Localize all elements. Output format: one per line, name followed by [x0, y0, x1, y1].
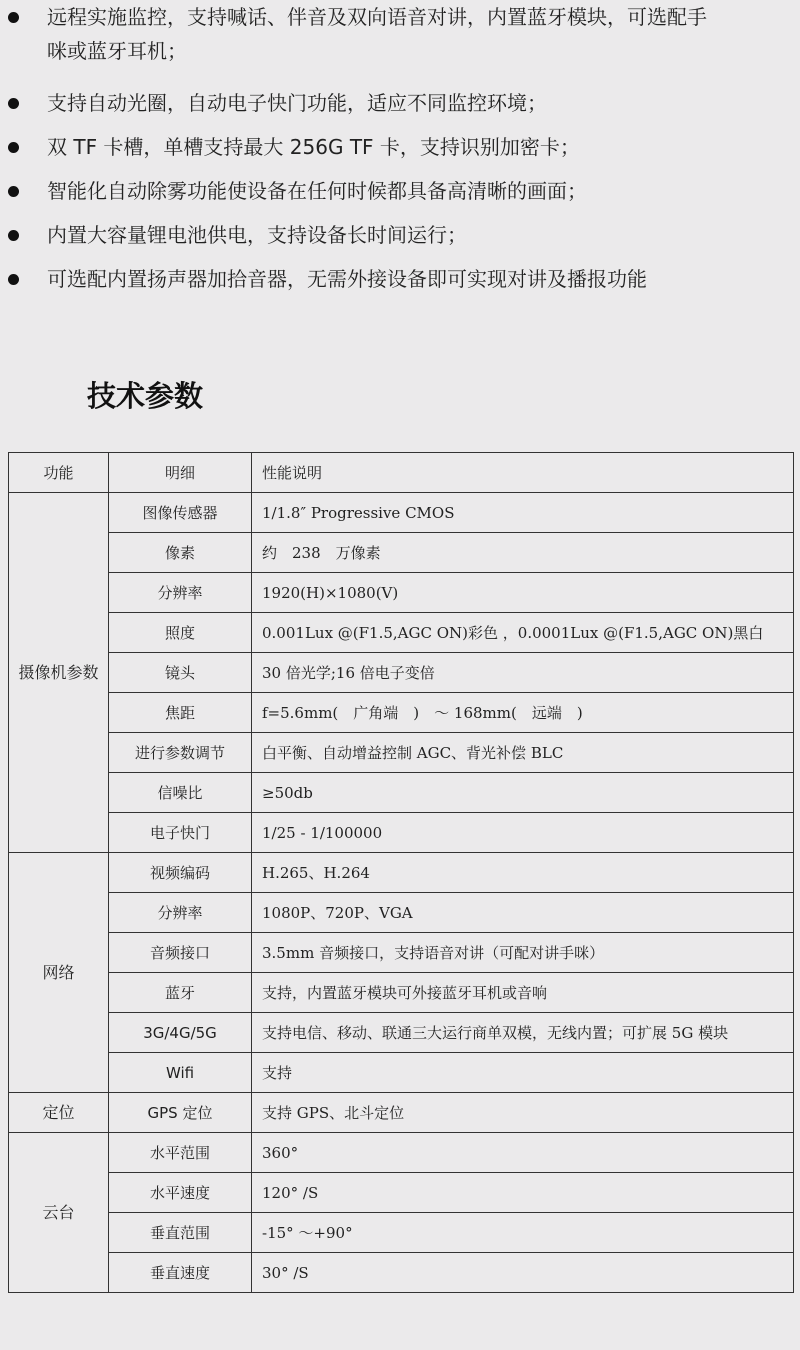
value-cell: 0.001Lux @(F1.5,AGC ON)彩色 ，0.0001Lux @(F1.5,AGC ON)黑白 — [252, 613, 794, 653]
detail-cell: 照度 — [109, 613, 252, 653]
value-cell: 1920(H)×1080(V) — [252, 573, 794, 613]
bullet-icon — [8, 274, 19, 285]
feature-text: 支持自动光圈，自动电子快门功能，适应不同监控环境； — [47, 91, 547, 115]
detail-cell: 电子快门 — [109, 813, 252, 853]
table-row — [9, 1253, 794, 1293]
table-row — [9, 493, 794, 533]
value-cell: 1080P、720P、VGA — [252, 893, 794, 933]
detail-cell: 蓝牙 — [109, 973, 252, 1013]
detail-cell: 视频编码 — [109, 853, 252, 893]
table-row — [9, 1053, 794, 1093]
bullet-icon — [8, 98, 19, 109]
table-row — [9, 693, 794, 733]
category-cell: 网络 — [9, 853, 109, 1093]
value-cell: 支持，内置蓝牙模块可外接蓝牙耳机或音响 — [252, 973, 794, 1013]
detail-cell: 进行参数调节 — [109, 733, 252, 773]
value-cell: 120° /S — [252, 1173, 794, 1213]
detail-cell: 水平速度 — [109, 1173, 252, 1213]
table-header-row — [9, 453, 794, 493]
section-title: 技术参数 — [87, 379, 204, 413]
value-cell: -15° ～+90° — [252, 1213, 794, 1253]
value-cell: f=5.6mm( 广角端 ) ～ 168mm( 远端 ) — [252, 693, 794, 733]
header-detail: 明细 — [109, 453, 252, 493]
feature-text: 可选配内置扬声器加拾音器，无需外接设备即可实现对讲及播报功能 — [47, 267, 647, 291]
bullet-icon — [8, 230, 19, 241]
bullet-icon — [8, 12, 19, 23]
detail-cell: 垂直范围 — [109, 1213, 252, 1253]
table-row — [9, 813, 794, 853]
feature-text: 远程实施监控，支持喊话、伴音及双向语音对讲，内置蓝牙模块，可选配手 — [47, 5, 707, 29]
detail-cell: 垂直速度 — [109, 1253, 252, 1293]
value-cell: 1/1.8″ Progressive CMOS — [252, 493, 794, 533]
detail-cell: GPS 定位 — [109, 1093, 252, 1133]
feature-item — [0, 0, 800, 70]
detail-cell: 分辨率 — [109, 893, 252, 933]
category-cell: 云台 — [9, 1133, 109, 1293]
detail-cell: 音频接口 — [109, 933, 252, 973]
spec-table — [8, 452, 794, 1293]
detail-cell: 水平范围 — [109, 1133, 252, 1173]
detail-cell: Wifi — [109, 1053, 252, 1093]
table-row — [9, 933, 794, 973]
table-row — [9, 613, 794, 653]
header-function: 功能 — [9, 453, 109, 493]
table-row — [9, 1133, 794, 1173]
bullet-icon — [8, 142, 19, 153]
feature-text: 智能化自动除雾功能使设备在任何时候都具备高清晰的画面； — [47, 179, 587, 203]
value-cell: 支持 GPS、北斗定位 — [252, 1093, 794, 1133]
feature-text: 双 TF 卡槽，单槽支持最大 256G TF 卡，支持识别加密卡； — [47, 135, 580, 159]
value-cell: 1/25 - 1/100000 — [252, 813, 794, 853]
table-row — [9, 773, 794, 813]
detail-cell: 像素 — [109, 533, 252, 573]
table-row — [9, 893, 794, 933]
table-row — [9, 533, 794, 573]
bullet-icon — [8, 186, 19, 197]
table-row — [9, 1013, 794, 1053]
value-cell: 支持 — [252, 1053, 794, 1093]
table-row — [9, 733, 794, 773]
table-row — [9, 973, 794, 1013]
table-row — [9, 653, 794, 693]
detail-cell: 图像传感器 — [109, 493, 252, 533]
value-cell: 30 倍光学;16 倍电子变倍 — [252, 653, 794, 693]
value-cell: 支持电信、移动、联通三大运行商单双模，无线内置；可扩展 5G 模块 — [252, 1013, 794, 1053]
value-cell: H.265、H.264 — [252, 853, 794, 893]
table-row — [9, 1213, 794, 1253]
table-row — [9, 853, 794, 893]
value-cell: 3.5mm 音频接口，支持语音对讲（可配对讲手咪） — [252, 933, 794, 973]
category-cell: 定位 — [9, 1093, 109, 1133]
header-description: 性能说明 — [252, 453, 794, 493]
value-cell: ≥50db — [252, 773, 794, 813]
value-cell: 30° /S — [252, 1253, 794, 1293]
table-row — [9, 1173, 794, 1213]
detail-cell: 分辨率 — [109, 573, 252, 613]
value-cell: 约 238 万像素 — [252, 533, 794, 573]
value-cell: 白平衡、自动增益控制 AGC、背光补偿 BLC — [252, 733, 794, 773]
feature-text-continued: 咪或蓝牙耳机； — [47, 39, 187, 63]
detail-cell: 焦距 — [109, 693, 252, 733]
table-row — [9, 1093, 794, 1133]
category-cell: 摄像机参数 — [9, 493, 109, 853]
value-cell: 360° — [252, 1133, 794, 1173]
detail-cell: 镜头 — [109, 653, 252, 693]
detail-cell: 信噪比 — [109, 773, 252, 813]
table-row — [9, 573, 794, 613]
detail-cell: 3G/4G/5G — [109, 1013, 252, 1053]
feature-text: 内置大容量锂电池供电，支持设备长时间运行； — [47, 223, 467, 247]
